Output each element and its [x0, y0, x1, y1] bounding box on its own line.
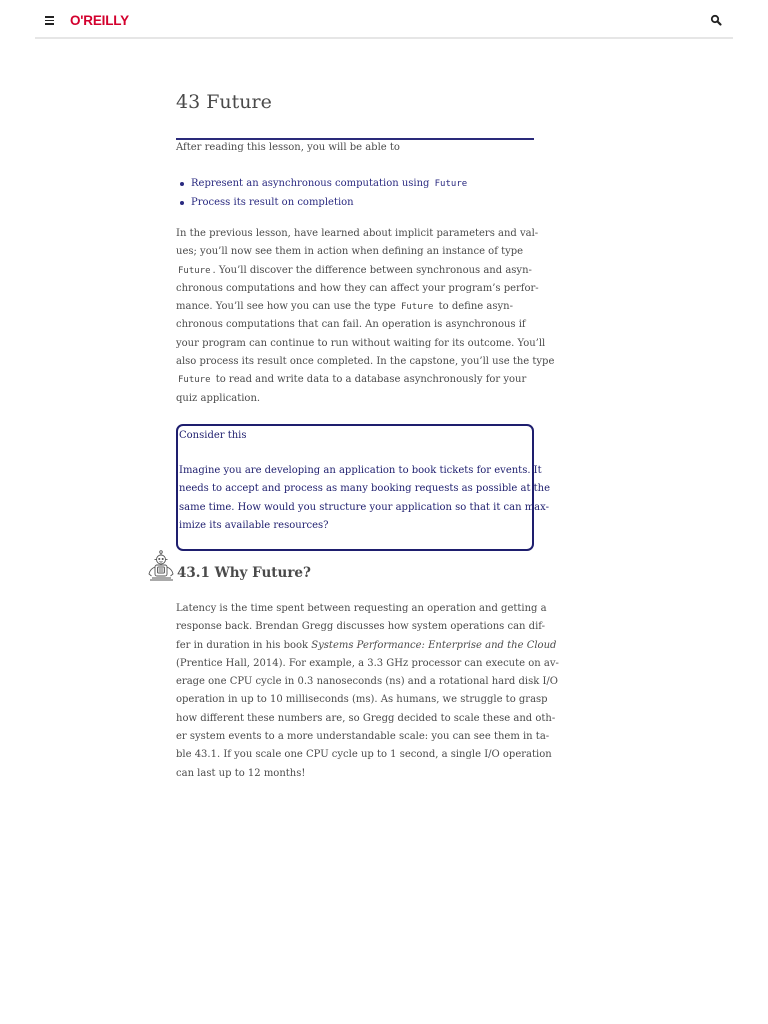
callout-title: Consider this: [179, 430, 247, 441]
consider-this-callout: [176, 424, 551, 551]
oreilly-logo[interactable]: O'REILLY: [70, 13, 129, 28]
top-navigation-bar: [35, 0, 733, 39]
inline-code: Future: [178, 265, 211, 276]
objective-item: Represent an asynchronous computation using Future: [176, 175, 469, 194]
intro-paragraph: In the previous lesson, have learned about implicit parameters and val- ues; you’ll now see them in action when defining an instance of type Future . You’ll discover the difference between synchronous and asyn- chronous computations and how they can affect your program’s perfor- mance. You’ll see how you can use the type Future to define asyn- chronous computations that can fail. An operation is asynchronous if your program can continue to run without waiting for its outcome. You’ll also process its result once completed. In the capstone, you’ll use the type Future to read and write data to a database asynchronously for your quiz application.: [176, 228, 555, 404]
objective-item: Process its result on completion: [176, 194, 469, 213]
hamburger-menu-icon[interactable]: [43, 13, 57, 27]
inline-code: Future: [434, 179, 468, 189]
book-title: Systems Performance: Enterprise and the Cloud: [311, 639, 557, 651]
callout-body: Imagine you are developing an application to book tickets for events. It needs to accept and process as many booking requests as possible at the same time. How would you structure your application so that it can max- imize its available resources?: [179, 465, 551, 531]
section-paragraph: Latency is the time spent between requesting an operation and getting a response back. Brendan Gregg discusses how system operations can dif- fer in duration in his book Systems Performance: Enterprise and the Cloud (Prentice Hall, 2014). For example, a 3.3 GHz processor can execute on av- erage one CPU cycle in 0.3 nanoseconds (ns) and a rotational hard disk I/O operation in up to 10 milliseconds (ms). As humans, we struggle to grasp how different these numbers are, so Gregg decided to scale these and oth- er system events to a more understandable scale: you can see them in ta- ble 43.1. If you scale one CPU cycle up to 1 second, a single I/O operation can last up to 12 months!: [176, 603, 559, 779]
section-heading: 43.1 Why Future?: [177, 565, 311, 581]
title-divider: [176, 138, 534, 140]
lesson-intro: After reading this lesson, you will be able to: [176, 142, 400, 153]
robot-mascot-icon: [147, 549, 176, 581]
search-icon[interactable]: [709, 13, 725, 29]
inline-code: Future: [178, 375, 211, 386]
inline-code: Future: [400, 302, 434, 313]
chapter-title: 43 Future: [176, 91, 272, 113]
learning-objectives: [176, 175, 469, 212]
